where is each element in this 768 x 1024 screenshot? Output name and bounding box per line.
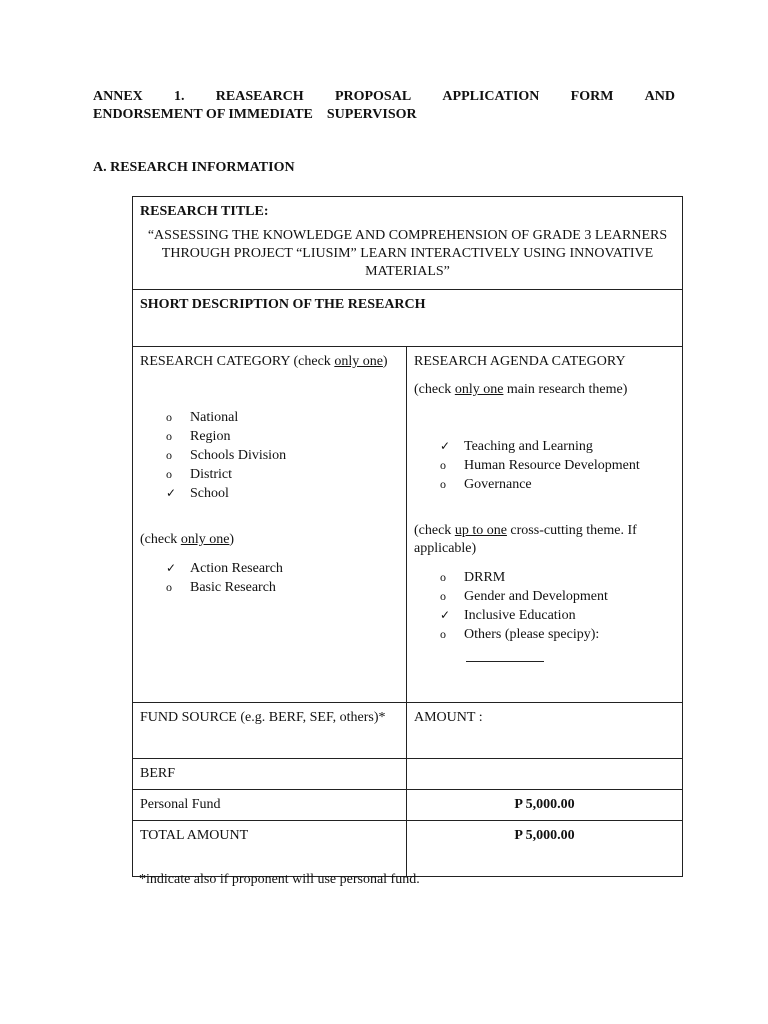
research-category-options	[140, 408, 399, 503]
annex-heading-line1	[93, 88, 675, 106]
option-mark: o	[166, 467, 172, 481]
check-icon: ✓	[166, 486, 177, 500]
theme-option-teaching-learning[interactable]: ✓ Teaching and Learning	[440, 439, 593, 454]
short-description-row	[133, 290, 683, 347]
fund-header-row	[133, 703, 683, 759]
research-agenda-instruction: (check only one main research theme)	[414, 382, 628, 397]
fund-row	[133, 759, 683, 790]
theme-option-governance[interactable]: o Governance	[440, 477, 532, 492]
cross-option-gender-development[interactable]: o Gender and Development	[440, 589, 608, 604]
category-row	[133, 347, 683, 703]
option-mark: o	[440, 570, 446, 584]
check-icon: ✓	[166, 561, 177, 575]
research-title-cell	[133, 197, 683, 290]
research-title-label: RESEARCH TITLE:	[140, 204, 269, 219]
cross-cutting-options	[414, 568, 675, 644]
total-amount-value: P 5,000.00	[407, 821, 683, 877]
research-category-cell	[133, 347, 407, 703]
annex-word: PROPOSAL	[334, 89, 412, 104]
research-form-table	[132, 196, 683, 877]
cross-option-inclusive-education[interactable]: ✓ Inclusive Education	[440, 608, 576, 623]
option-mark: o	[166, 580, 172, 594]
annex-heading-line2: ENDORSEMENT OF IMMEDIATE SUPERVISOR	[93, 107, 417, 122]
annex-word: REASEARCH	[215, 89, 304, 104]
research-type-options	[140, 559, 399, 597]
research-category-label: RESEARCH CATEGORY (check only one)	[140, 354, 388, 369]
research-agenda-label: RESEARCH AGENDA CATEGORY	[414, 354, 626, 369]
option-mark: o	[440, 589, 446, 603]
total-amount-label: TOTAL AMOUNT	[133, 821, 407, 877]
short-description-label: SHORT DESCRIPTION OF THE RESEARCH	[140, 297, 426, 312]
research-agenda-cell	[407, 347, 683, 703]
short-description-cell	[133, 290, 683, 347]
agenda-theme-options	[414, 437, 675, 494]
annex-word: AND	[644, 89, 675, 104]
category-option-school[interactable]: ✓ School	[166, 486, 229, 501]
check-icon: ✓	[440, 439, 451, 453]
option-mark: o	[166, 448, 172, 462]
category-option-region[interactable]: o Region	[166, 429, 231, 444]
annex-word: FORM	[570, 89, 614, 104]
option-mark: o	[166, 410, 172, 424]
category-option-national[interactable]: o National	[166, 410, 239, 425]
cross-cutting-instruction: (check up to one cross-cutting theme. If applicable)	[414, 523, 637, 556]
annex-word: ANNEX	[93, 89, 143, 104]
type-option-basic-research[interactable]: o Basic Research	[166, 580, 276, 595]
annex-word: 1.	[174, 89, 185, 104]
category-option-district[interactable]: o District	[166, 467, 232, 482]
option-mark: o	[440, 458, 446, 472]
fund-amount-berf	[407, 759, 683, 790]
category-option-schools-division[interactable]: o Schools Division	[166, 448, 287, 463]
fund-source-personal: Personal Fund	[133, 790, 407, 821]
footnote: *indicate also if proponent will use personal fund.	[139, 872, 420, 887]
annex-heading	[93, 88, 675, 124]
research-title-text: “ASSESSING THE KNOWLEDGE AND COMPREHENSION OF GRADE 3 LEARNERS THROUGH PROJECT “LIUSIM” LEARN INTERACTIVELY USING INNOVATIVE MATERIALS”	[147, 228, 668, 279]
option-mark: o	[440, 477, 446, 491]
fund-row	[133, 790, 683, 821]
check-icon: ✓	[440, 608, 451, 622]
cross-option-others[interactable]: o Others (please specipy):	[440, 627, 600, 642]
fund-source-berf: BERF	[133, 759, 407, 790]
section-a-title: A. RESEARCH INFORMATION	[93, 160, 295, 175]
option-mark: o	[440, 627, 446, 641]
research-title-row	[133, 197, 683, 290]
others-blank-line[interactable]	[414, 644, 675, 662]
theme-option-hr-development[interactable]: o Human Resource Development	[440, 458, 640, 473]
cross-option-drrm[interactable]: o DRRM	[440, 570, 506, 585]
amount-label: AMOUNT :	[407, 703, 683, 759]
fund-source-label: FUND SOURCE (e.g. BERF, SEF, others)*	[133, 703, 407, 759]
type-option-action-research[interactable]: ✓ Action Research	[166, 561, 283, 576]
research-type-label: (check only one)	[140, 532, 235, 547]
total-row	[133, 821, 683, 877]
annex-word: APPLICATION	[442, 89, 540, 104]
fund-amount-personal: P 5,000.00	[407, 790, 683, 821]
option-mark: o	[166, 429, 172, 443]
